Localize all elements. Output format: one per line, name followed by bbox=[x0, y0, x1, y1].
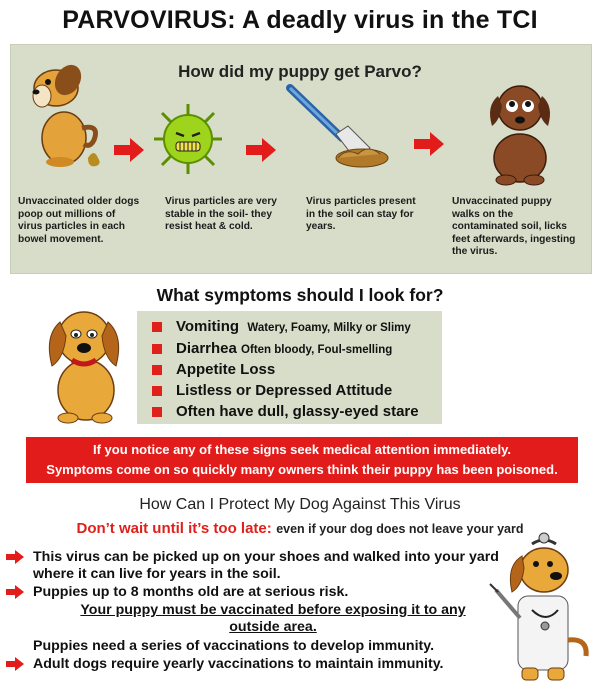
symptom-main: Often have dull, glassy-eyed stare bbox=[176, 403, 419, 420]
symptom-main: Listless or Depressed Attitude bbox=[176, 382, 393, 399]
symptoms-title: What symptoms should I look for? bbox=[156, 285, 444, 305]
step-text-3: Virus particles present in the soil can stay for years. bbox=[306, 196, 416, 232]
arrow-right-icon bbox=[114, 138, 144, 162]
vet-dog-illustration bbox=[482, 530, 596, 686]
arrow-right-icon bbox=[6, 585, 24, 599]
arrow-right-icon bbox=[246, 138, 276, 162]
protect-title: How Can I Protect My Dog Against This Virus bbox=[139, 496, 461, 513]
symptom-main: Diarrhea bbox=[176, 340, 237, 357]
bullet-puppies-risk: Puppies up to 8 months old are at serious risk. bbox=[33, 584, 349, 600]
sick-puppy-illustration bbox=[476, 78, 566, 188]
how-title: How did my puppy get Parvo? bbox=[178, 62, 422, 81]
warning-black: even if your dog does not leave your yard bbox=[276, 522, 524, 536]
bullet-square-icon bbox=[152, 365, 162, 375]
bullet-yearly: Adult dogs require yearly vaccinations to maintain immunity. bbox=[33, 656, 444, 672]
arrow-right-icon bbox=[414, 132, 444, 156]
symptom-detail: Watery, Foamy, Milky or Slimy bbox=[247, 322, 411, 334]
alert-line-1: If you notice any of these signs seek medical attention immediately. bbox=[92, 442, 512, 457]
bullet-square-icon bbox=[152, 407, 162, 417]
symptom-main: Appetite Loss bbox=[176, 361, 276, 378]
bullet-square-icon bbox=[152, 386, 162, 396]
symptom-main: Vomiting bbox=[176, 318, 240, 335]
bullet-square-icon bbox=[152, 344, 162, 354]
sad-dog-illustration bbox=[38, 300, 130, 424]
vaccinate-notice: Your puppy must be vaccinated before exposing it to any outside area. bbox=[80, 602, 466, 635]
step-text-2: Virus particles are very stable in the soil- they resist heat & cold. bbox=[165, 196, 277, 232]
virus-particle-illustration bbox=[148, 100, 228, 178]
arrow-right-icon bbox=[6, 657, 24, 671]
bullet-square-icon bbox=[152, 322, 162, 332]
step-text-1: Unvaccinated older dogs poop out millions of virus particles in each bowel movement. bbox=[18, 196, 140, 245]
step-text-4: Unvaccinated puppy walks on the contaminated soil, licks feet afterwards, ingesting the virus. bbox=[452, 196, 576, 257]
shovel-soil-illustration bbox=[282, 78, 392, 178]
series-vaccination-line: Puppies need a series of vaccinations to develop immunity. bbox=[33, 638, 435, 654]
pooping-dog-illustration bbox=[22, 58, 102, 168]
warning-red: Don’t wait until it’s too late: bbox=[76, 520, 272, 537]
bullet-shoes: This virus can be picked up on your shoes and walked into your yard where it can live for years in the soil. bbox=[33, 549, 499, 582]
page-title: PARVOVIRUS: A deadly virus in the TCI bbox=[62, 6, 538, 34]
alert-banner bbox=[26, 437, 578, 483]
arrow-right-icon bbox=[6, 550, 24, 564]
alert-line-2: Symptoms come on so quickly many owners think their puppy has been poisoned. bbox=[46, 462, 558, 477]
symptom-detail: Often bloody, Foul-smelling bbox=[241, 344, 393, 356]
